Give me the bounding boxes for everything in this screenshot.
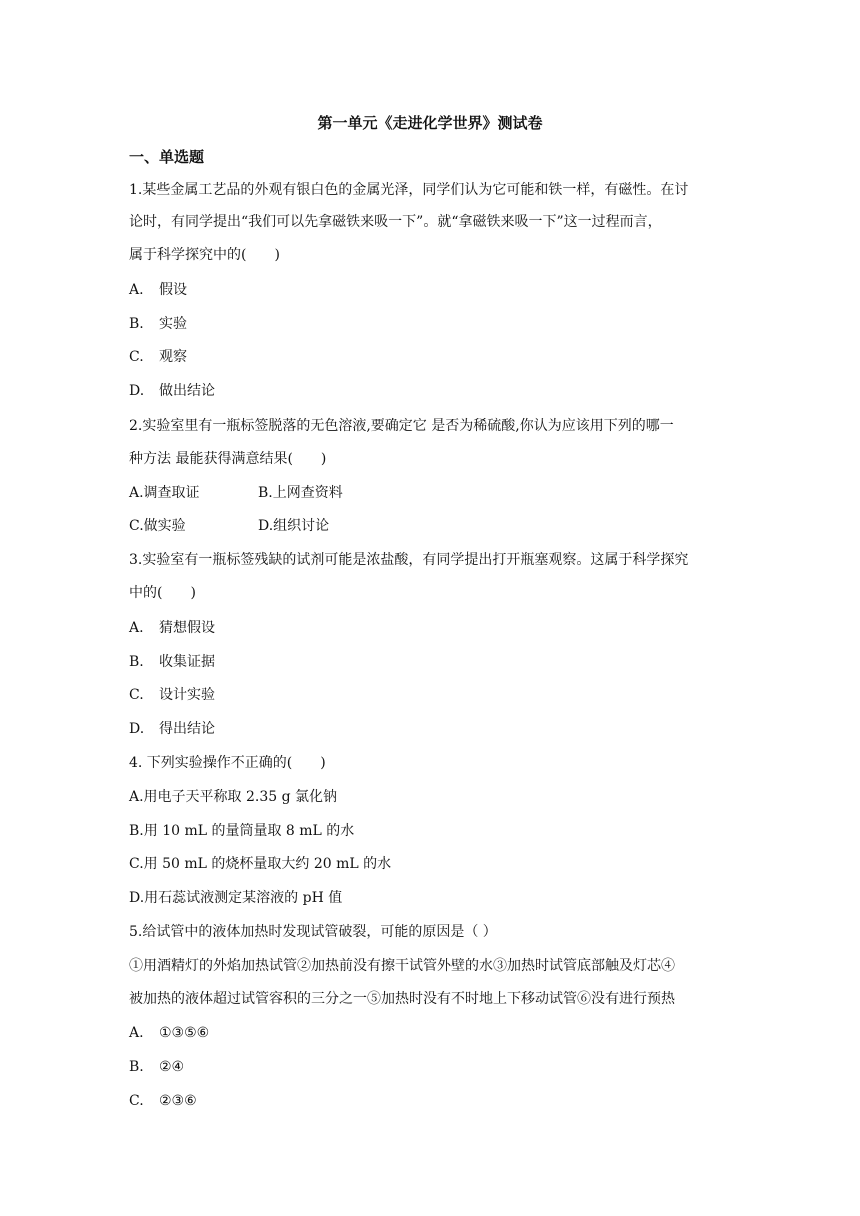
question-5-line-2: ①用酒精灯的外焰加热试管②加热前没有擦干试管外壁的水③加热时试管底部触及灯芯④ bbox=[129, 958, 675, 974]
option-label: B. bbox=[129, 316, 144, 332]
option-text: 做出结论 bbox=[159, 383, 215, 399]
question-1-line-3: 属于科学探究中的( ) bbox=[129, 247, 280, 263]
question-3-option-b[interactable] bbox=[129, 652, 731, 672]
question-3-option-c[interactable] bbox=[129, 685, 731, 705]
question-2-option-a[interactable]: A.调查取证 bbox=[129, 485, 200, 501]
question-1-line-1: 1.某些金属工艺品的外观有银白色的金属光泽，同学们认为它可能和铁一样，有磁性。在讨 bbox=[129, 182, 689, 198]
question-3-line-2: 中的( ) bbox=[129, 585, 196, 601]
option-label: A. bbox=[129, 282, 144, 298]
option-text: 收集证据 bbox=[159, 654, 215, 670]
question-5-option-b[interactable] bbox=[129, 1057, 731, 1077]
question-2-line-2: 种方法 最能获得满意结果( ) bbox=[129, 451, 327, 467]
page-title: 第一单元《走进化学世界》测试卷 bbox=[317, 114, 543, 132]
question-2-option-c[interactable]: C.做实验 bbox=[129, 518, 186, 534]
option-text: 设计实验 bbox=[159, 687, 215, 703]
option-label: D. bbox=[129, 721, 145, 737]
question-1-option-c[interactable] bbox=[129, 347, 731, 367]
option-label: B. bbox=[129, 654, 144, 670]
option-label: B. bbox=[129, 1059, 144, 1075]
option-text: 猜想假设 bbox=[159, 620, 215, 636]
option-label: C. bbox=[129, 1093, 144, 1109]
question-3-option-a[interactable] bbox=[129, 618, 731, 638]
question-2-option-d[interactable]: D.组织讨论 bbox=[258, 518, 330, 534]
question-5-line-3: 被加热的液体超过试管容积的三分之一⑤加热时没有不时地上下移动试管⑥没有进行预热 bbox=[129, 991, 675, 1007]
question-4-option-c[interactable]: C.用 50 mL 的烧杯量取大约 20 mL 的水 bbox=[129, 856, 392, 872]
option-label: C. bbox=[129, 687, 144, 703]
question-1-option-d[interactable] bbox=[129, 381, 731, 401]
option-label: A. bbox=[129, 620, 144, 636]
question-4-option-b[interactable]: B.用 10 mL 的量筒量取 8 mL 的水 bbox=[129, 823, 355, 839]
question-5-option-a[interactable] bbox=[129, 1023, 731, 1043]
option-label: A. bbox=[129, 1025, 144, 1041]
option-text: ①③⑤⑥ bbox=[159, 1025, 210, 1041]
option-label: D. bbox=[129, 383, 145, 399]
option-text: ②③⑥ bbox=[159, 1093, 197, 1109]
option-text: 假设 bbox=[159, 282, 187, 298]
option-text: 观察 bbox=[159, 349, 187, 365]
option-text: ②④ bbox=[159, 1059, 185, 1075]
question-4-option-d[interactable]: D.用石蕊试液测定某溶液的 pH 值 bbox=[129, 890, 343, 906]
question-4-option-a[interactable]: A.用电子天平称取 2.35 g 氯化钠 bbox=[129, 789, 338, 805]
option-text: 得出结论 bbox=[159, 721, 215, 737]
question-4-line-1: 4. 下列实验操作不正确的( ) bbox=[129, 755, 326, 771]
question-2-option-b[interactable]: B.上网查资料 bbox=[258, 485, 343, 501]
question-2-line-1: 2.实验室里有一瓶标签脱落的无色溶液,要确定它 是否为稀硫酸,你认为应该用下列的哪一 bbox=[129, 418, 674, 434]
question-3-line-1: 3.实验室有一瓶标签残缺的试剂可能是浓盐酸，有同学提出打开瓶塞观察。这属于科学探究 bbox=[129, 552, 689, 568]
option-label: C. bbox=[129, 349, 144, 365]
question-5-line-1: 5.给试管中的液体加热时发现试管破裂，可能的原因是（ ） bbox=[129, 924, 497, 940]
question-3-option-d[interactable] bbox=[129, 719, 731, 739]
question-1-line-2: 论时，有同学提出“我们可以先拿磁铁来吸一下”。就“拿磁铁来吸一下”这一过程而言， bbox=[129, 214, 662, 230]
question-1-option-a[interactable] bbox=[129, 280, 731, 300]
question-1-option-b[interactable] bbox=[129, 314, 731, 334]
question-5-option-c[interactable] bbox=[129, 1091, 731, 1111]
option-text: 实验 bbox=[159, 316, 187, 332]
section-heading: 一、单选题 bbox=[129, 148, 205, 166]
